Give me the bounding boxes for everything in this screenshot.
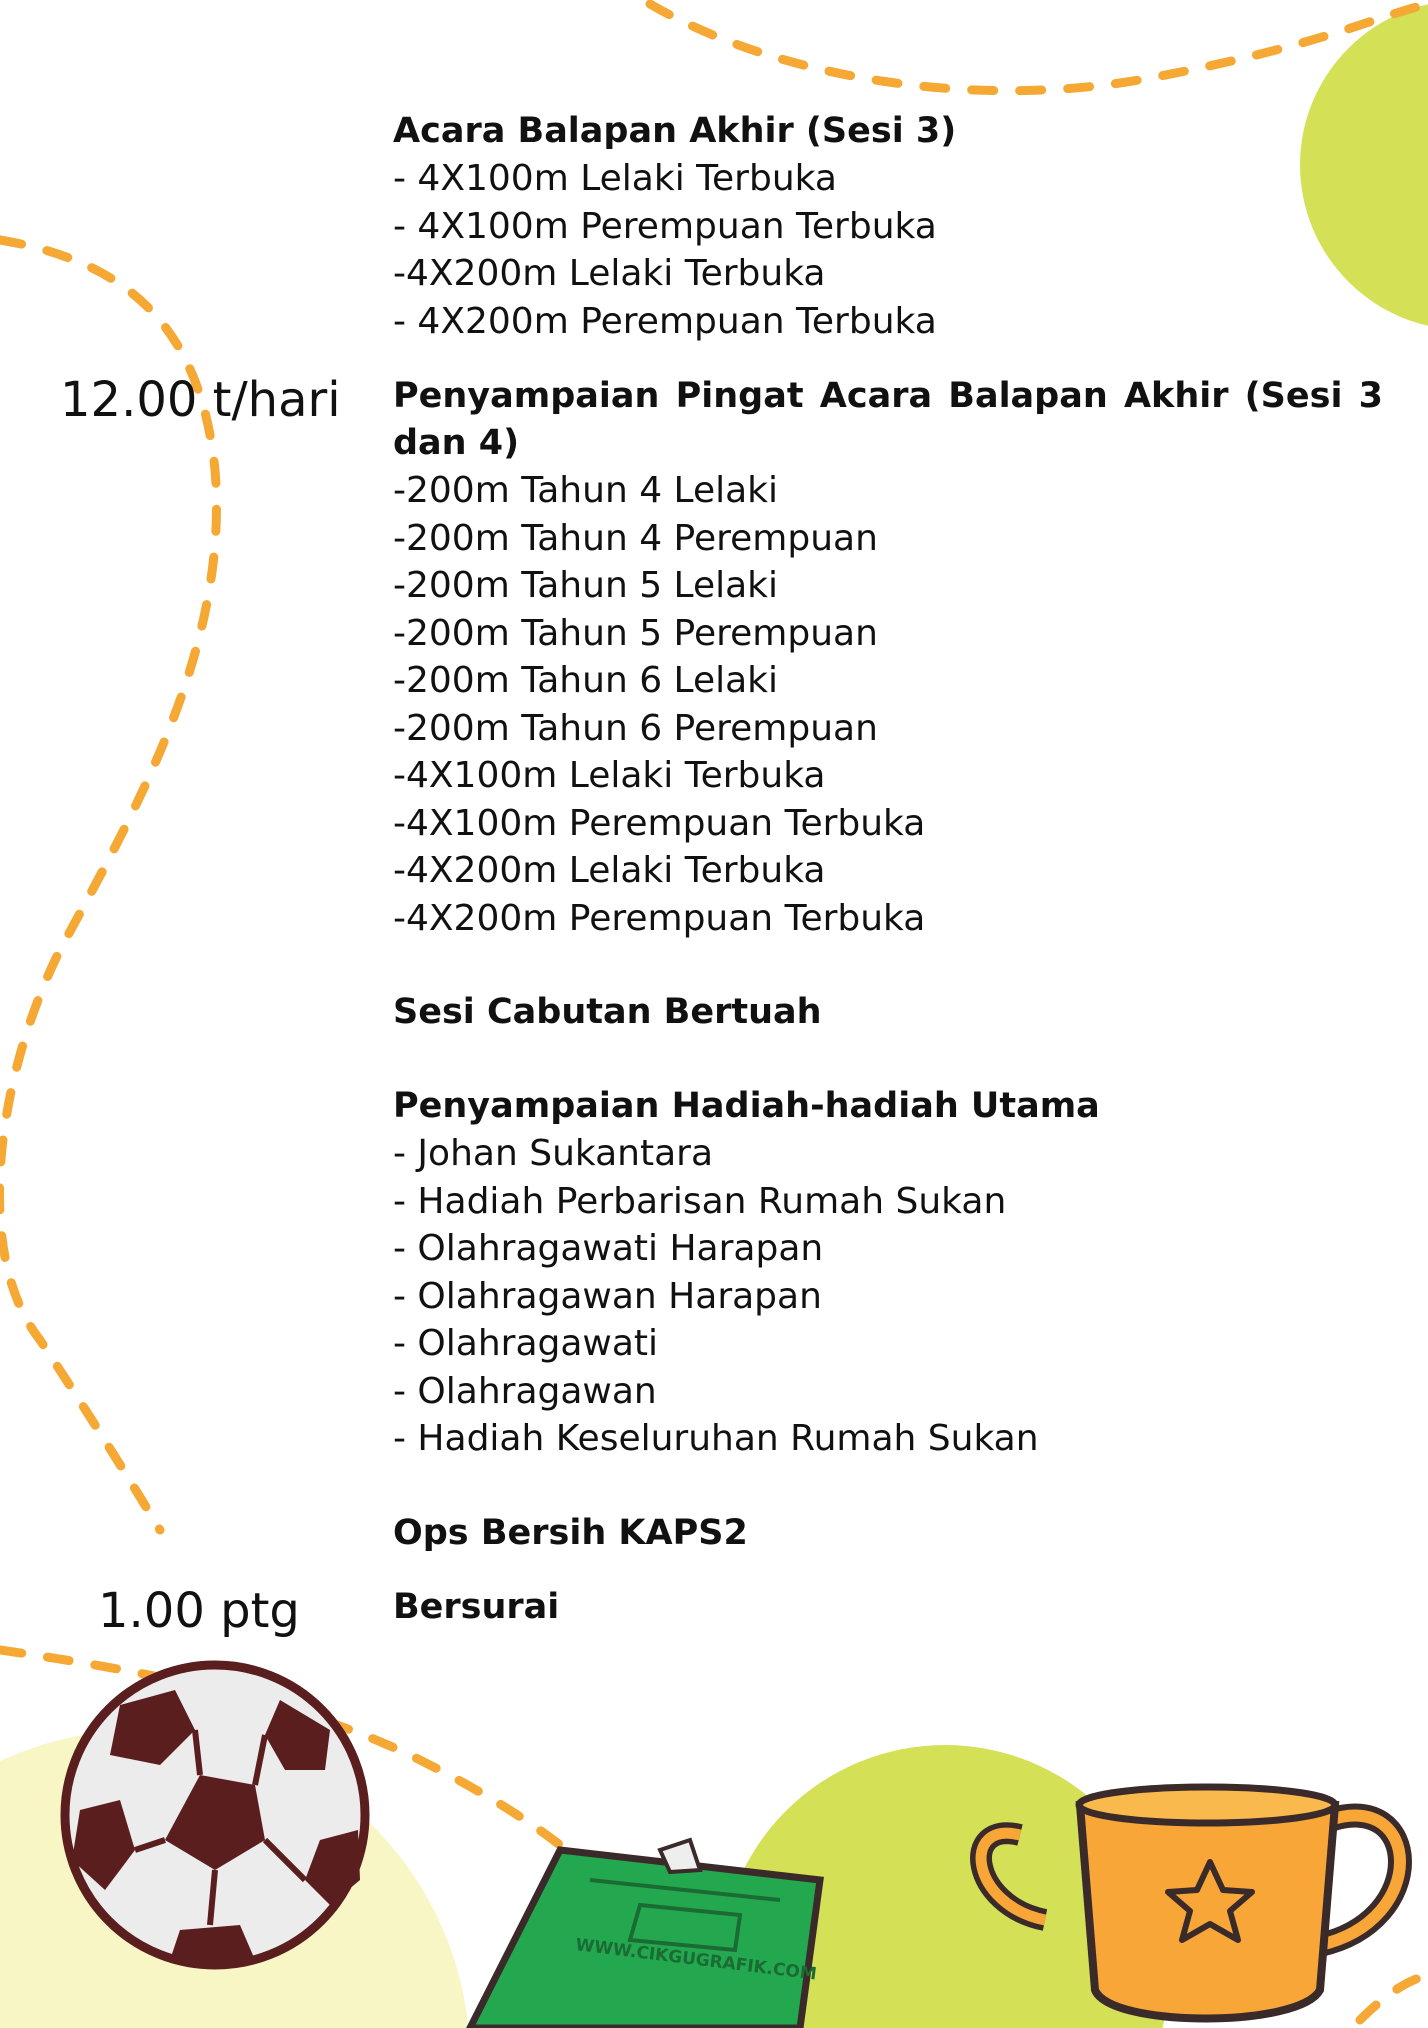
slot2-section (393, 1584, 1383, 1631)
list-item: -4X200m Lelaki Terbuka (393, 253, 826, 294)
list-item: -200m Tahun 6 Perempuan (393, 707, 878, 749)
time-slot-1: 12.00 t/hari (60, 372, 341, 428)
list-item: - 4X100m Lelaki Terbuka (393, 158, 837, 199)
list-item: -200m Tahun 4 Lelaki (393, 470, 779, 511)
medal-presentation-title: Penyampaian Pingat Acara Balapan Akhir (Sesi 3 dan 4) (393, 376, 1383, 463)
cleanup-title: Ops Bersih KAPS2 (393, 1512, 748, 1553)
list-item: -4X200m Perempuan Terbuka (393, 897, 926, 939)
list-item: - Hadiah Keseluruhan Rumah Sukan (393, 1418, 1039, 1459)
list-item: -200m Tahun 5 Perempuan (393, 612, 878, 654)
dismissal-title: Bersurai (393, 1587, 560, 1627)
session3-title: Acara Balapan Akhir (Sesi 3) (393, 111, 957, 151)
prize-presentation-title: Penyampaian Hadiah-hadiah Utama (393, 1086, 1100, 1126)
dashed-curve-left (0, 240, 217, 1530)
list-item: -200m Tahun 5 Lelaki (393, 565, 779, 606)
list-item: -4X100m Lelaki Terbuka (393, 755, 826, 796)
list-item: - 4X100m Perempuan Terbuka (393, 205, 937, 247)
dashed-curve-top (650, 4, 1425, 91)
lucky-draw-title: Sesi Cabutan Bertuah (393, 992, 822, 1032)
list-item: -4X100m Perempuan Terbuka (393, 802, 926, 844)
soccer-ball-icon (65, 1665, 365, 1968)
session3-section (393, 108, 1383, 345)
list-item: - Hadiah Perbarisan Rumah Sukan (393, 1180, 1007, 1222)
slot1-section (393, 373, 1383, 1557)
list-item: - Olahragawan Harapan (393, 1275, 822, 1317)
list-item: - 4X200m Perempuan Terbuka (393, 300, 937, 342)
watermark-text: WWW.CIKGUGRAFIK.COM (574, 1935, 818, 1985)
list-item: - Olahragawati (393, 1323, 659, 1364)
list-item: - Johan Sukantara (393, 1133, 714, 1174)
list-item: - Olahragawan (393, 1370, 657, 1412)
list-item: - Olahragawati Harapan (393, 1228, 824, 1269)
time-slot-2: 1.00 ptg (98, 1583, 300, 1639)
dashed-curve-bottom-right (1360, 1975, 1428, 2020)
list-item: -200m Tahun 6 Lelaki (393, 660, 779, 701)
list-item: -4X200m Lelaki Terbuka (393, 850, 826, 891)
list-item: -200m Tahun 4 Perempuan (393, 517, 878, 559)
